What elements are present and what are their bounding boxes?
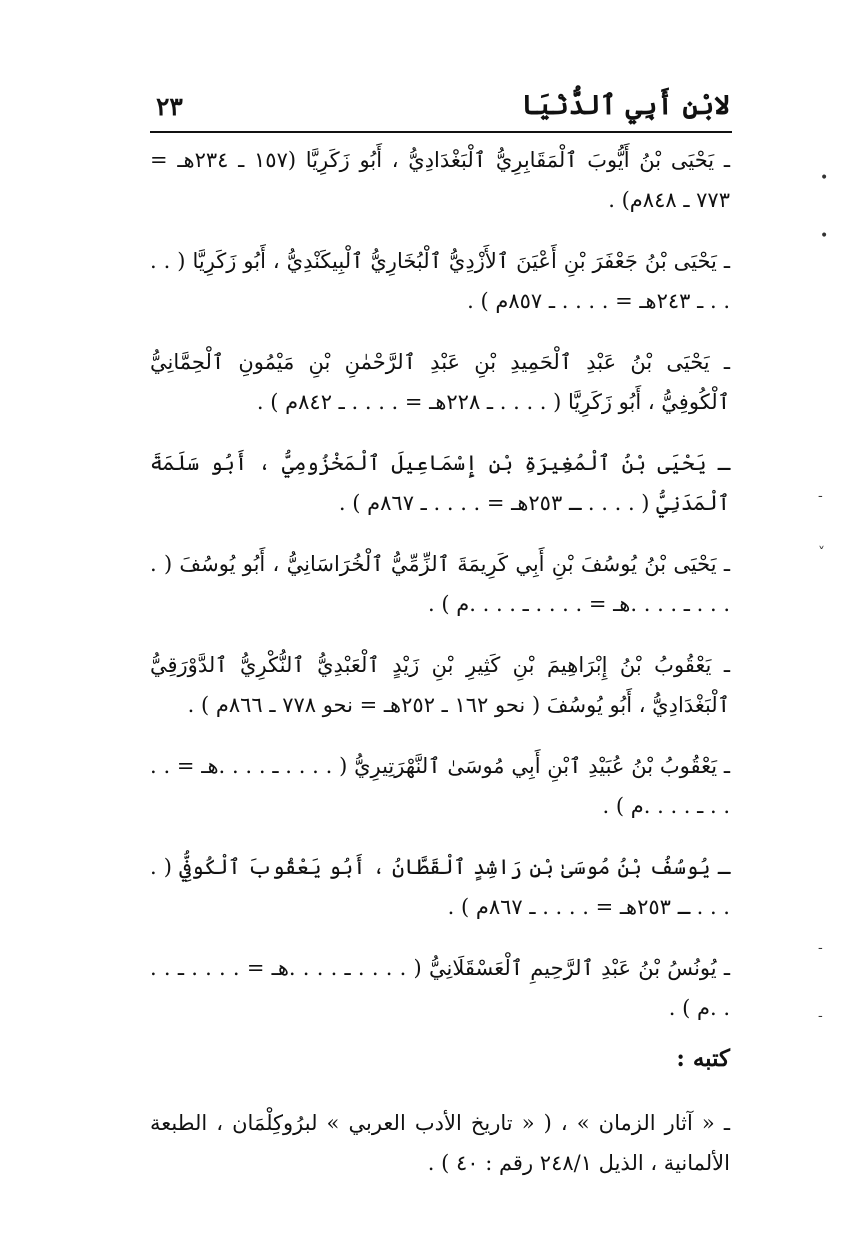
scan-speck: ˅ (818, 545, 825, 561)
running-title: لابْنِ أَبِي ٱلدُّنْيَا (521, 90, 730, 121)
scan-speck: - (818, 940, 823, 956)
page-number: ٢٣ (156, 92, 183, 121)
page-header (150, 88, 730, 128)
page-body (150, 140, 730, 1191)
biography-entry: ـ يُونُسُ بْنُ عَبْدِ ٱلرَّحِيمِ ٱلْعَسْقَلَانِيُّ ( . . . . ـ . . . .هـ = . . . . ـ . . . .م ) . (150, 956, 730, 1020)
scan-speck: - (818, 1008, 823, 1024)
biography-entry: ـ يُوسُفُ بْنُ مُوسَىٰ بْنِ رَاشِدٍ ٱلْقَطَّانُ ، أَبُو يَعْقُوبَ ٱلْكُوفِيُّ ( . . . . ـ ٢٥٣هـ = . . . . ـ ٨٦٧م ) . (150, 855, 730, 919)
biography-entry: ـ يَحْيَى بْنُ أَيُّوبَ ٱلْمَقَابِرِيُّ ٱلْبَغْدَادِيُّ ، أَبُو زَكَرِيَّا (١٥٧ ـ ٢٣٤هـ = ٧٧٣ ـ ٨٤٨م) . (150, 148, 730, 212)
biography-entry: ـ يَحْيَى بْنُ عَبْدِ ٱلْحَمِيدِ بْنِ عَبْدِ ٱلرَّحْمٰنِ بْنِ مَيْمُونِ ٱلْحِمَّانِيُّ ٱلْكُوفِيُّ ، أَبُو زَكَرِيَّا ( . . . . ـ ٢٢٨هـ = . . . . ـ ٨٤٢م ) . (150, 350, 730, 414)
biography-entry: ـ يَحْيَى بْنُ ٱلْمُغِيرَةِ بْنِ إِسْمَاعِيلَ ٱلْمَخْزُومِيُّ ، أَبُو سَلَمَةَ ٱلْمَدَنِيُّ ( . . . . ـ ٢٥٣هـ = . . . . ـ ٨٦٧م ) . (150, 451, 730, 515)
book-entry: ـ « آثار الزمان » ، ( « تاريخ الأدب العربي » لبرُوكِلْمَان ، الطبعة الألمانية ، الذيل ٢٤٨/١ رقم : ٤٠ ) . (150, 1111, 730, 1175)
scan-speck: • (820, 170, 829, 186)
scan-speck: • (820, 228, 829, 244)
books-heading: كتبه : (676, 1045, 730, 1072)
scan-speck: - (818, 488, 823, 504)
biography-entry: ـ يَحْيَى بْنُ يُوسُفَ بْنِ أَبِي كَرِيمَةَ ٱلزِّمِّيُّ ٱلْخُرَاسَانِيُّ ، أَبُو يُوسُفَ ( . . . . ـ . . . .هـ = . . . . ـ . . . .م ) . (150, 552, 730, 616)
biography-entry: ـ يَحْيَى بْنُ جَعْفَرَ بْنِ أَعْيَنَ ٱلأَزْدِيُّ ٱلْبُخَارِيُّ ٱلْبِيكَنْدِيُّ ، أَبُو زَكَرِيَّا ( . . . . ـ ٢٤٣هـ = . . . . ـ ٨٥٧م ) . (150, 249, 730, 313)
biography-entry: ـ يَعْقُوبُ بْنُ عُبَيْدِ ٱبْنِ أَبِي مُوسَىٰ ٱلنَّهْرَتِيرِيُّ ( . . . . ـ . . . .هـ = . . . . ـ . . . .م ) . (150, 754, 730, 818)
header-rule (150, 131, 732, 133)
biography-entry: ـ يَعْقُوبُ بْنُ إِبْرَاهِيمَ بْنِ كَثِيرِ بْنِ زَيْدٍ ٱلْعَبْدِيُّ ٱلنُّكْرِيُّ ٱلدَّوْرَقِيُّ ٱلْبَغْدَادِيُّ ، أَبُو يُوسُفَ ( نحو ١٦٢ ـ ٢٥٢هـ = نحو ٧٧٨ ـ ٨٦٦م ) . (150, 653, 730, 717)
